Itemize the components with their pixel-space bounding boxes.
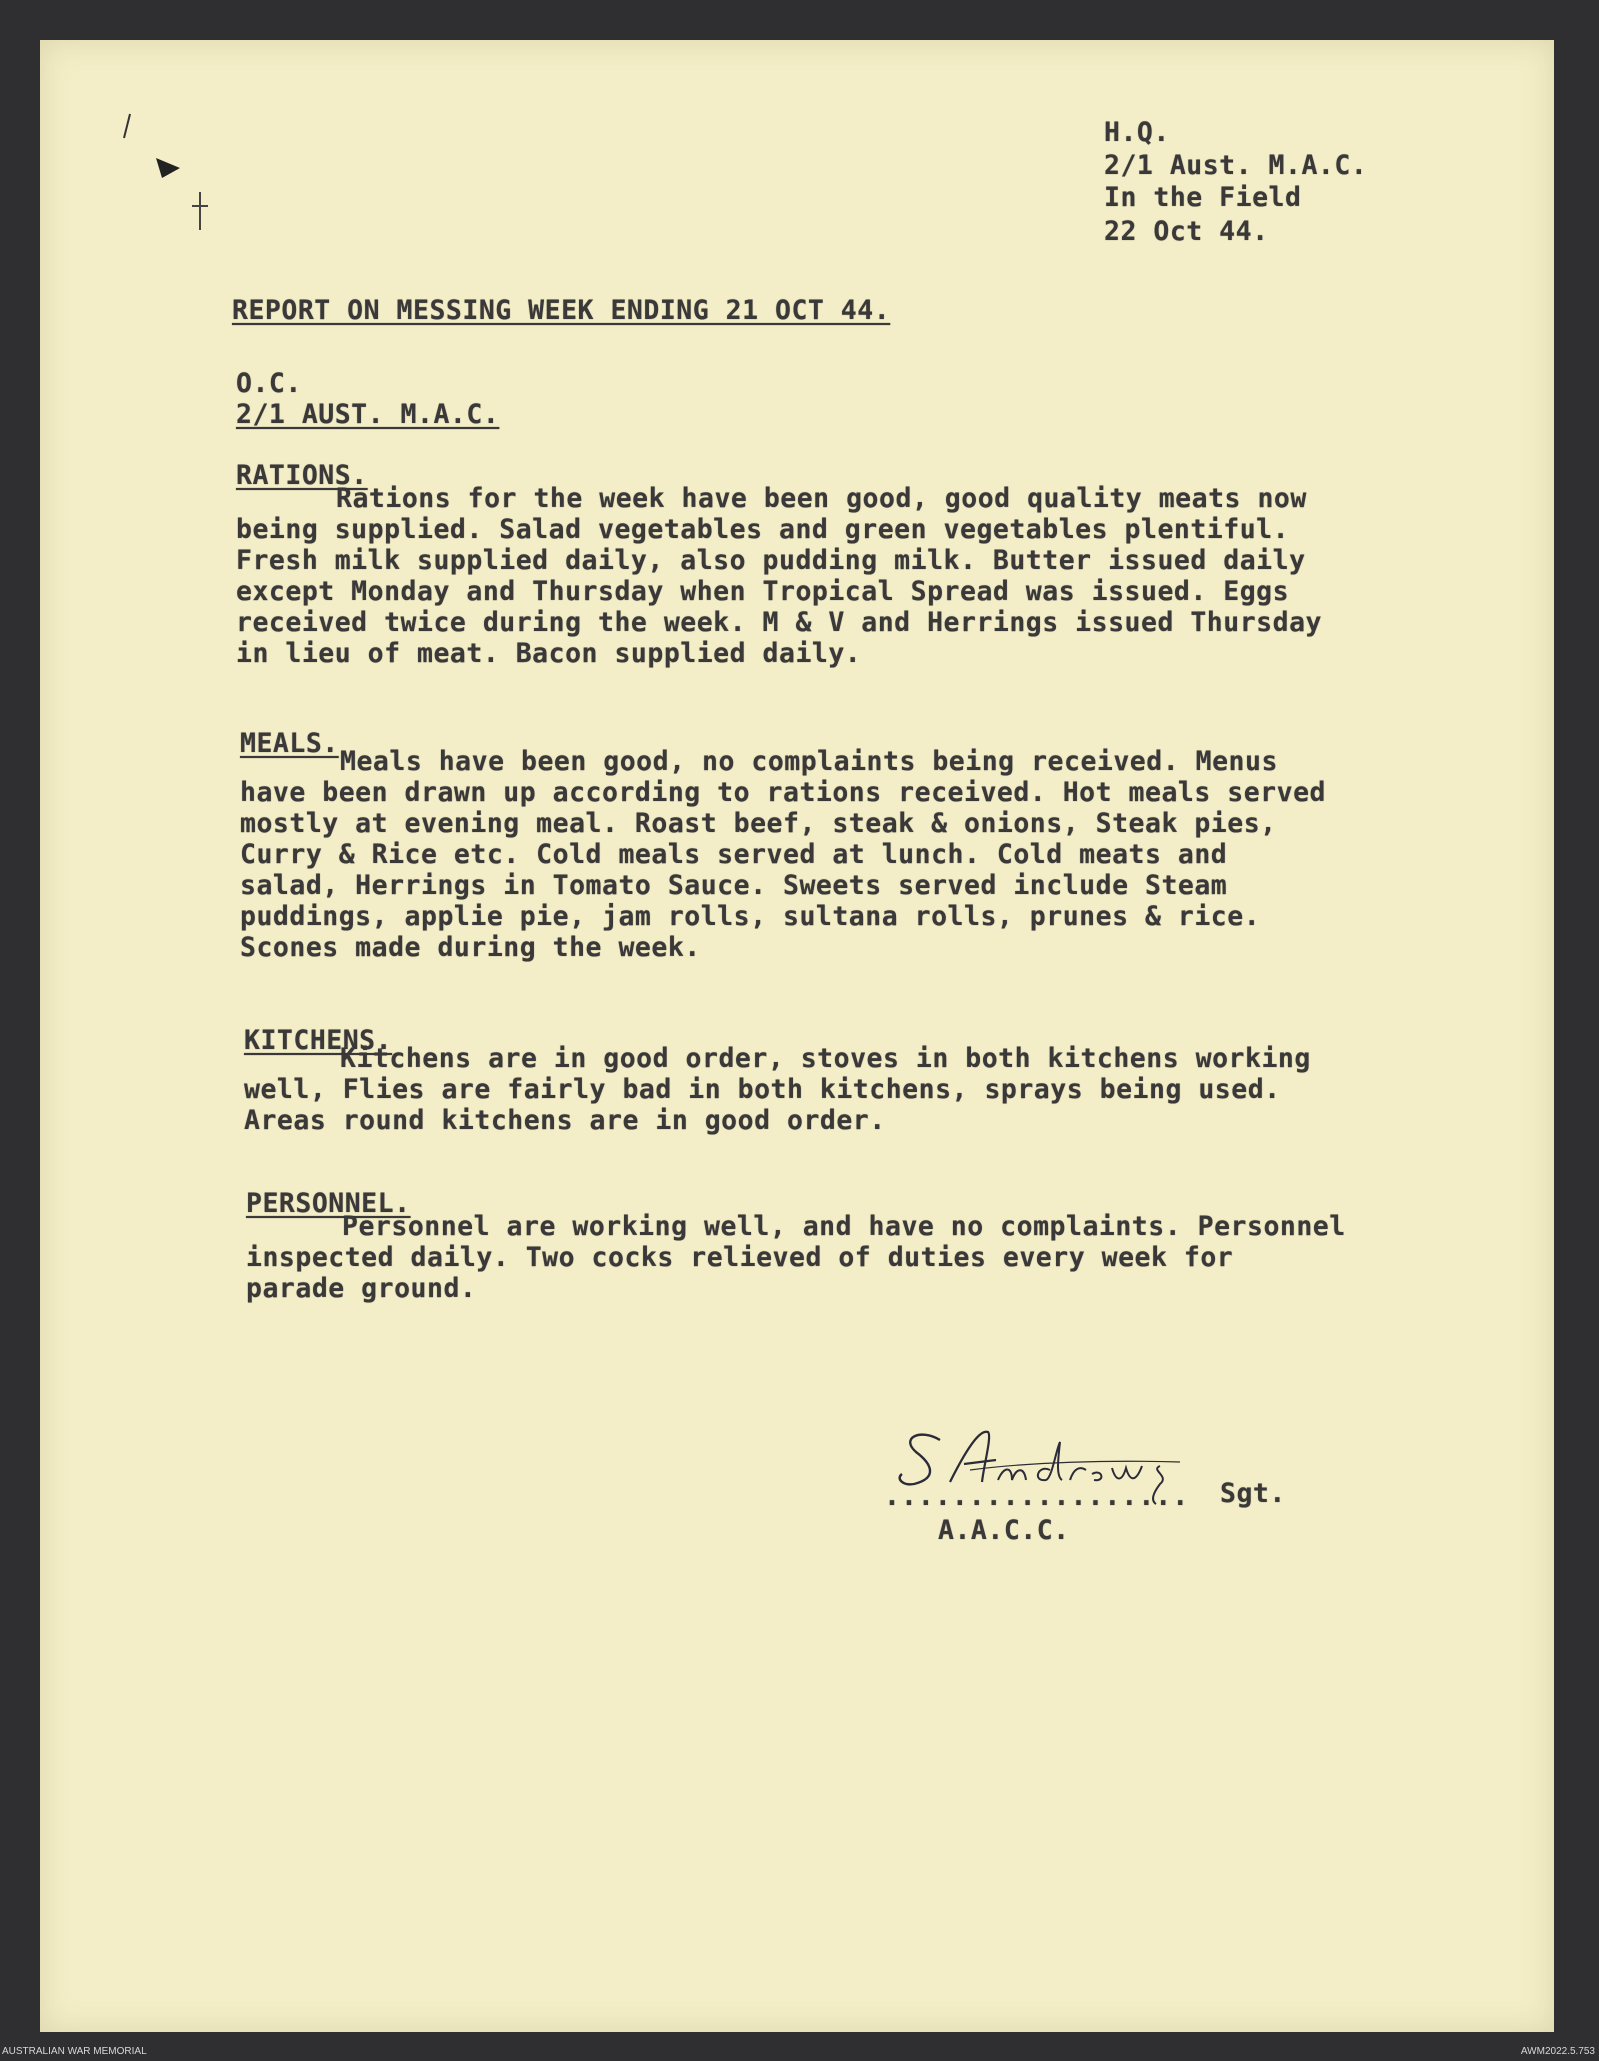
meals-line: Meals have been good, no complaints being received. Menus — [340, 746, 1278, 777]
header-date: 22 Oct 44. — [1104, 216, 1269, 247]
meals-heading: MEALS. — [240, 728, 339, 759]
rations-line: in lieu of meat. Bacon supplied daily. — [236, 638, 862, 669]
arrow-mark — [154, 154, 184, 182]
report-title: REPORT ON MESSING WEEK ENDING 21 OCT 44. — [232, 295, 891, 326]
footer-left: AUSTRALIAN WAR MEMORIAL — [2, 2046, 147, 2057]
personnel-line: Personnel are working well, and have no complaints. Personnel — [342, 1211, 1346, 1242]
personnel-line: inspected daily. Two cocks relieved of duties every week for — [246, 1242, 1234, 1273]
signature-dots: .................. — [884, 1481, 1190, 1512]
rations-line: Rations for the week have been good, good quality meats now — [336, 483, 1307, 514]
meals-line: Curry & Rice etc. Cold meals served at lunch. Cold meats and — [240, 839, 1228, 870]
personnel-heading: PERSONNEL. — [246, 1188, 411, 1219]
rations-line: being supplied. Salad vegetables and green vegetables plentiful. — [236, 514, 1290, 545]
signature-unit: A.A.C.C. — [938, 1515, 1070, 1546]
footer-right: AWM2022.5.753 — [1520, 2046, 1595, 2057]
meals-line: Scones made during the week. — [240, 932, 701, 963]
signature-rank: Sgt. — [1220, 1478, 1286, 1509]
header-location: In the Field — [1104, 182, 1302, 213]
rations-line: except Monday and Thursday when Tropical Spread was issued. Eggs — [236, 576, 1290, 607]
kitchens-body — [244, 1043, 1311, 1136]
addressee-oc: O.C. — [236, 368, 302, 399]
meals-line: mostly at evening meal. Roast beef, steak & onions, Steak pies, — [240, 808, 1277, 839]
personnel-body — [246, 1211, 1346, 1304]
header-unit: 2/1 Aust. M.A.C. — [1104, 150, 1368, 181]
rations-body — [236, 483, 1322, 669]
cross-mark — [188, 190, 212, 234]
pencil-mark — [118, 112, 138, 142]
rations-line: Fresh milk supplied daily, also pudding milk. Butter issued daily — [236, 545, 1306, 576]
meals-body — [240, 746, 1326, 963]
rations-heading: RATIONS. — [236, 460, 368, 491]
personnel-line: parade ground. — [246, 1273, 477, 1304]
kitchens-line: well, Flies are fairly bad in both kitchens, sprays being used. — [244, 1074, 1281, 1105]
kitchens-line: Kitchens are in good order, stoves in both kitchens working — [340, 1043, 1311, 1074]
meals-line: puddings, applie pie, jam rolls, sultana rolls, prunes & rice. — [240, 901, 1261, 932]
rations-line: received twice during the week. M & V and Herrings issued Thursday — [236, 607, 1322, 638]
kitchens-heading: KITCHENS. — [244, 1025, 393, 1056]
meals-line: salad, Herrings in Tomato Sauce. Sweets served include Steam — [240, 870, 1228, 901]
kitchens-line: Areas round kitchens are in good order. — [244, 1105, 886, 1136]
addressee-unit: 2/1 AUST. M.A.C. — [236, 399, 500, 430]
meals-line: have been drawn up according to rations received. Hot meals served — [240, 777, 1326, 808]
header-hq: H.Q. — [1104, 117, 1170, 148]
